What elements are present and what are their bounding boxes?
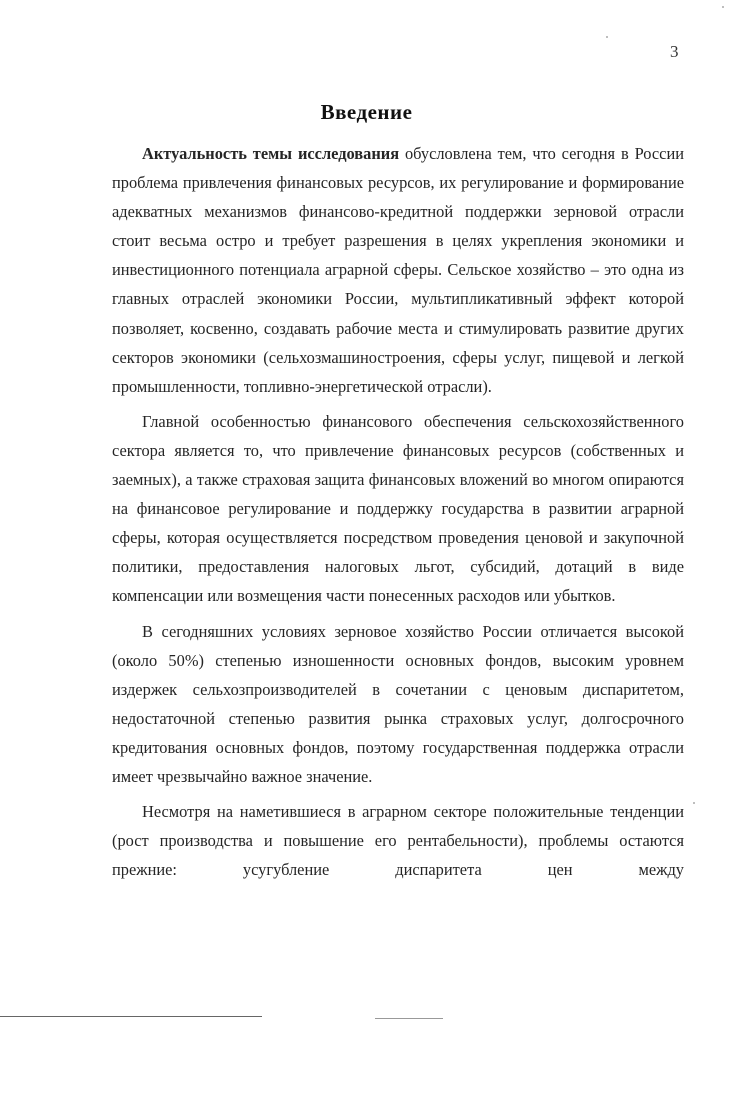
scan-edge-line <box>0 1016 262 1017</box>
document-body <box>112 139 684 884</box>
scan-speck <box>693 802 695 804</box>
page-number: 3 <box>670 42 679 61</box>
scan-speck <box>722 6 724 8</box>
page-title: Введение <box>320 100 413 124</box>
paragraph-relevance <box>112 139 684 401</box>
scan-edge-line <box>375 1018 443 1019</box>
paragraph-text: В сегодняшних условиях зерновое хозяйство России отличается высокой (около 50%) степенью изношенности основных фондов, высоким уровнем издержек сельхозпроизводителей в сочетании с ценовым диспаритетом, недостаточной степенью развития рынка страховых услуг, долгосрочного кредитования основных фондов, поэтому государственная поддержка отрасли имеет чрезвычайно важное значение. <box>112 621 684 786</box>
paragraph-text: Главной особенностью финансового обеспечения сельскохозяйственного сектора является то, что привлечение финансовых ресурсов (собственных и заемных), а также страховая защита финансовых вложений во многом опираются на финансовое регулирование и поддержку государства в развитии аграрной сферы, которая осуществляется посредством проведения ценовой и закупочной политики, предоставления налоговых льгот, субсидий, дотаций в виде компенсации или возмещения части понесенных расходов или убытков. <box>112 411 684 606</box>
scan-speck <box>606 36 608 38</box>
paragraph-text: обусловлена тем, что сегодня в России проблема привлечения финансовых ресурсов, их регулирование и формирование адекватных механизмов финансово-кредитной поддержки зерновой отрасли стоит весьма остро и требует разрешения в целях укрепления экономики и инвестиционного потенциала аграрной сферы. Сельское хозяйство – это одна из главных отраслей экономики России, мультипликативный эффект которой позволяет, косвенно, создавать рабочие места и стимулировать развитие других секторов экономики (сельхозмашиностроения, сферы услуг, пищевой и легкой промышленности, топливно-энергетической отрасли). <box>112 144 684 396</box>
paragraph-problems <box>112 797 684 884</box>
paragraph-financing <box>112 407 684 611</box>
paragraph-conditions <box>112 617 684 792</box>
paragraph-text: Несмотря на наметившиеся в аграрном секторе положительные тенденции (рост производства и повышение его рентабельности), проблемы остаются прежние: усугубление диспаритета цен между <box>112 802 684 880</box>
paragraph-lead: Актуальность темы исследования <box>142 144 400 163</box>
